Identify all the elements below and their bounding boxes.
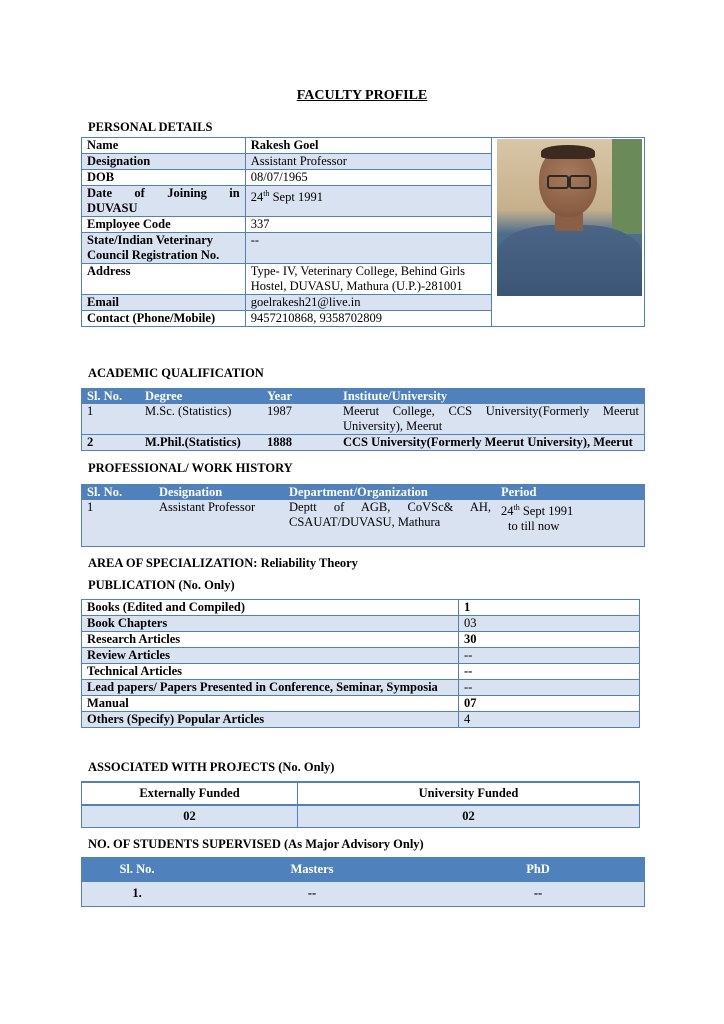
table-row — [82, 712, 640, 728]
name-value: Rakesh Goel — [245, 138, 492, 154]
publication-heading: PUBLICATION (No. Only) — [88, 578, 235, 592]
email-value[interactable]: goelrakesh21@live.in — [245, 295, 492, 311]
work-slno: 1 — [82, 500, 155, 547]
academic-cell: 1 — [82, 404, 141, 435]
publication-value: 4 — [459, 712, 640, 728]
table-row — [82, 664, 640, 680]
photo-cell — [492, 138, 645, 327]
academic-heading: ACADEMIC QUALIFICATION — [88, 366, 264, 380]
work-history-table — [81, 484, 645, 547]
projects-university-value: 02 — [298, 805, 640, 828]
work-period-end: to till now — [508, 519, 560, 534]
publication-value: -- — [459, 664, 640, 680]
publication-label: Research Articles — [82, 632, 459, 648]
academic-header-year: Year — [262, 389, 338, 405]
students-header-slno: Sl. No. — [82, 858, 193, 883]
work-period-month-year: Sept 1991 — [519, 504, 574, 519]
personal-details-table — [81, 137, 645, 327]
academic-cell: M.Sc. (Statistics) — [140, 404, 262, 435]
academic-table — [81, 388, 645, 451]
specialization: AREA OF SPECIALIZATION: Reliability Theory — [88, 556, 358, 570]
publication-value: -- — [459, 648, 640, 664]
publication-label: Technical Articles — [82, 664, 459, 680]
projects-heading: ASSOCIATED WITH PROJECTS (No. Only) — [88, 760, 335, 774]
designation-value: Assistant Professor — [245, 154, 492, 170]
projects-header-university: University Funded — [298, 782, 640, 805]
academic-cell: 2 — [82, 435, 141, 451]
joining-month-year: Sept 1991 — [269, 190, 323, 205]
work-heading: PROFESSIONAL/ WORK HISTORY — [88, 461, 293, 475]
academic-cell: Meerut College, CCS University(Formerly Meerut University), Meerut — [338, 404, 645, 435]
dob-value: 08/07/1965 — [245, 170, 492, 186]
work-header-period: Period — [496, 485, 645, 501]
contact-label: Contact (Phone/Mobile) — [82, 311, 246, 327]
address-value: Type- IV, Veterinary College, Behind Girls Hostel, DUVASU, Mathura (U.P.)-281001 — [245, 264, 492, 295]
joining-date-label-line1: Date of Joining in — [87, 186, 240, 200]
publication-label: Others (Specify) Popular Articles — [82, 712, 459, 728]
table-row — [82, 616, 640, 632]
publication-label: Book Chapters — [82, 616, 459, 632]
table-row — [82, 696, 640, 712]
table-row — [82, 435, 645, 451]
students-cell: -- — [192, 882, 432, 907]
projects-table — [81, 781, 640, 828]
dob-label: DOB — [82, 170, 246, 186]
table-row — [82, 600, 640, 616]
academic-cell: CCS University(Formerly Meerut University), Meerut — [338, 435, 645, 451]
work-department: Deptt of AGB, CoVSc& AH, CSAUAT/DUVASU, Mathura — [284, 500, 496, 547]
registration-label: State/Indian Veterinary Council Registration No. — [82, 233, 246, 264]
joining-day-suffix: th — [263, 189, 270, 198]
profile-photo — [497, 139, 642, 296]
personal-details-heading: PERSONAL DETAILS — [88, 120, 213, 134]
table-row — [82, 500, 645, 547]
publication-value: 03 — [459, 616, 640, 632]
work-designation: Assistant Professor — [154, 500, 284, 547]
academic-header-institute: Institute/University — [338, 389, 645, 405]
employee-code-value: 337 — [245, 217, 492, 233]
work-header-slno: Sl. No. — [82, 485, 155, 501]
students-cell: 1. — [82, 882, 193, 907]
academic-header-slno: Sl. No. — [82, 389, 141, 405]
employee-code-label: Employee Code — [82, 217, 246, 233]
joining-date-value — [245, 186, 492, 217]
work-period — [496, 500, 645, 547]
academic-cell: 1987 — [262, 404, 338, 435]
publication-label: Manual — [82, 696, 459, 712]
academic-cell: 1888 — [262, 435, 338, 451]
publication-value: 30 — [459, 632, 640, 648]
publication-label: Books (Edited and Compiled) — [82, 600, 459, 616]
publication-value: -- — [459, 680, 640, 696]
table-row — [82, 882, 645, 907]
joining-day: 24 — [250, 190, 264, 205]
publication-label: Lead papers/ Papers Presented in Conference, Seminar, Symposia — [82, 680, 459, 696]
joining-date-label — [82, 186, 246, 217]
projects-external-value: 02 — [82, 805, 298, 828]
name-label: Name — [82, 138, 246, 154]
contact-value: 9457210868, 9358702809 — [245, 311, 492, 327]
designation-label: Designation — [82, 154, 246, 170]
table-row — [82, 680, 640, 696]
publication-table — [81, 599, 640, 728]
work-header-designation: Designation — [154, 485, 284, 501]
students-header-masters: Masters — [192, 858, 432, 883]
publication-value: 07 — [459, 696, 640, 712]
email-label: Email — [82, 295, 246, 311]
joining-date-label-line2: DUVASU — [87, 201, 138, 215]
students-cell: -- — [432, 882, 645, 907]
projects-header-external: Externally Funded — [82, 782, 298, 805]
work-period-day-suffix: th — [513, 503, 520, 512]
work-period-day: 24 — [501, 504, 514, 519]
students-heading: NO. OF STUDENTS SUPERVISED (As Major Advisory Only) — [88, 837, 424, 851]
students-table — [81, 857, 645, 907]
work-header-department: Department/Organization — [284, 485, 496, 501]
address-label: Address — [82, 264, 246, 295]
academic-header-degree: Degree — [140, 389, 262, 405]
academic-cell: M.Phil.(Statistics) — [140, 435, 262, 451]
publication-value: 1 — [459, 600, 640, 616]
table-row — [82, 404, 645, 435]
table-row — [82, 632, 640, 648]
page-title: FACULTY PROFILE — [296, 88, 428, 103]
publication-label: Review Articles — [82, 648, 459, 664]
table-row — [82, 648, 640, 664]
registration-value: -- — [245, 233, 492, 264]
students-header-phd: PhD — [432, 858, 645, 883]
